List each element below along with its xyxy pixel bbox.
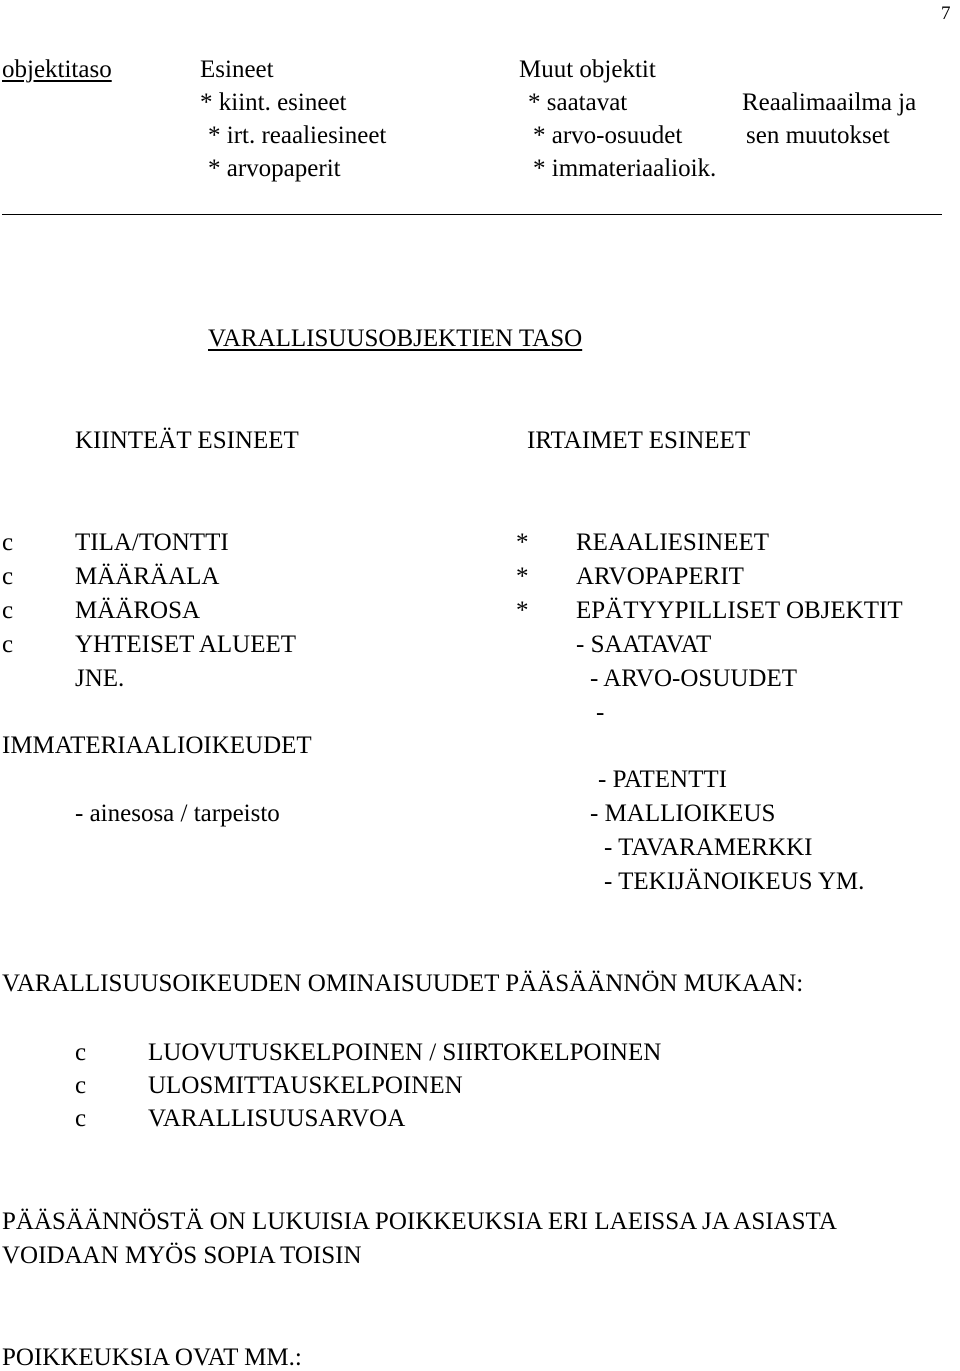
reaalimaailma-line: Reaalimaailma ja (742, 89, 917, 116)
esineet-item: * irt. reaaliesineet (208, 122, 387, 149)
irtain-subitem: - PATENTTI (598, 766, 727, 793)
bullet-glyph: c (75, 1072, 87, 1099)
poikkeuksia-heading: POIKKEUKSIA OVAT MM.: (2, 1344, 302, 1371)
col-muut-objektit-heading: Muut objektit (519, 56, 656, 83)
bullet-glyph: c (2, 597, 14, 624)
ominaisuus-item: ULOSMITTAUSKELPOINEN (148, 1072, 463, 1099)
irtain-subitem: - MALLIOIKEUS (590, 800, 776, 827)
ainesosa-tarpeisto-text: - ainesosa / tarpeisto (75, 800, 280, 827)
star-glyph: * (516, 529, 529, 556)
bullet-glyph: c (2, 529, 14, 556)
irtain-item: ARVOPAPERIT (576, 563, 744, 590)
esineet-item: * arvopaperit (208, 155, 341, 182)
irtain-subitem: - ARVO-OSUUDET (590, 665, 798, 692)
irtain-subitem: - SAATAVAT (576, 631, 712, 658)
kiintea-item: MÄÄRÄALA (75, 563, 220, 590)
ominaisuus-item: VARALLISUUSARVOA (148, 1105, 406, 1132)
irtaimet-esineet-heading: IRTAIMET ESINEET (527, 427, 751, 454)
kiintea-item: MÄÄROSA (75, 597, 201, 624)
section-title-varallisuusobjektien-taso: VARALLISUUSOBJEKTIEN TASO (208, 325, 583, 352)
muut-objektit-item: * arvo-osuudet (533, 122, 683, 149)
irtain-item: REAALIESINEET (576, 529, 770, 556)
bullet-glyph: c (75, 1105, 87, 1132)
col-esineet-heading: Esineet (200, 56, 274, 83)
irtain-subitem: - (596, 699, 605, 726)
muut-objektit-item: * saatavat (528, 89, 628, 116)
bullet-glyph: c (75, 1039, 87, 1066)
paasaanto-line: PÄÄSÄÄNNÖSTÄ ON LUKUISIA POIKKEUKSIA ERI LAEISSA JA ASIASTA (2, 1208, 837, 1235)
ominaisuus-item: LUOVUTUSKELPOINEN / SIIRTOKELPOINEN (148, 1039, 662, 1066)
ominaisuudet-heading: VARALLISUUSOIKEUDEN OMINAISUUDET PÄÄSÄÄNNÖN MUKAAN: (2, 970, 804, 997)
paasaanto-line: VOIDAAN MYÖS SOPIA TOISIN (2, 1242, 362, 1269)
reaalimaailma-line: sen muutokset (746, 122, 890, 149)
bullet-glyph: c (2, 563, 14, 590)
star-glyph: * (516, 563, 529, 590)
esineet-item: * kiint. esineet (200, 89, 347, 116)
irtain-subitem: - TAVARAMERKKI (604, 834, 813, 861)
horizontal-divider (2, 214, 942, 215)
irtain-subitem: - TEKIJÄNOIKEUS YM. (604, 868, 865, 895)
irtain-item: EPÄTYYPILLISET OBJEKTIT (576, 597, 903, 624)
page-number: 7 (941, 3, 951, 24)
kiinteat-esineet-heading: KIINTEÄT ESINEET (75, 427, 299, 454)
kiintea-item: YHTEISET ALUEET (75, 631, 297, 658)
immateriaalioikeudet-text: IMMATERIAALIOIKEUDET (2, 732, 312, 759)
star-glyph: * (516, 597, 529, 624)
objektitaso-label: objektitaso (2, 56, 112, 83)
kiintea-item: TILA/TONTTI (75, 529, 229, 556)
muut-objektit-item: * immateriaalioik. (533, 155, 717, 182)
jne-text: JNE. (75, 665, 125, 692)
bullet-glyph: c (2, 631, 14, 658)
